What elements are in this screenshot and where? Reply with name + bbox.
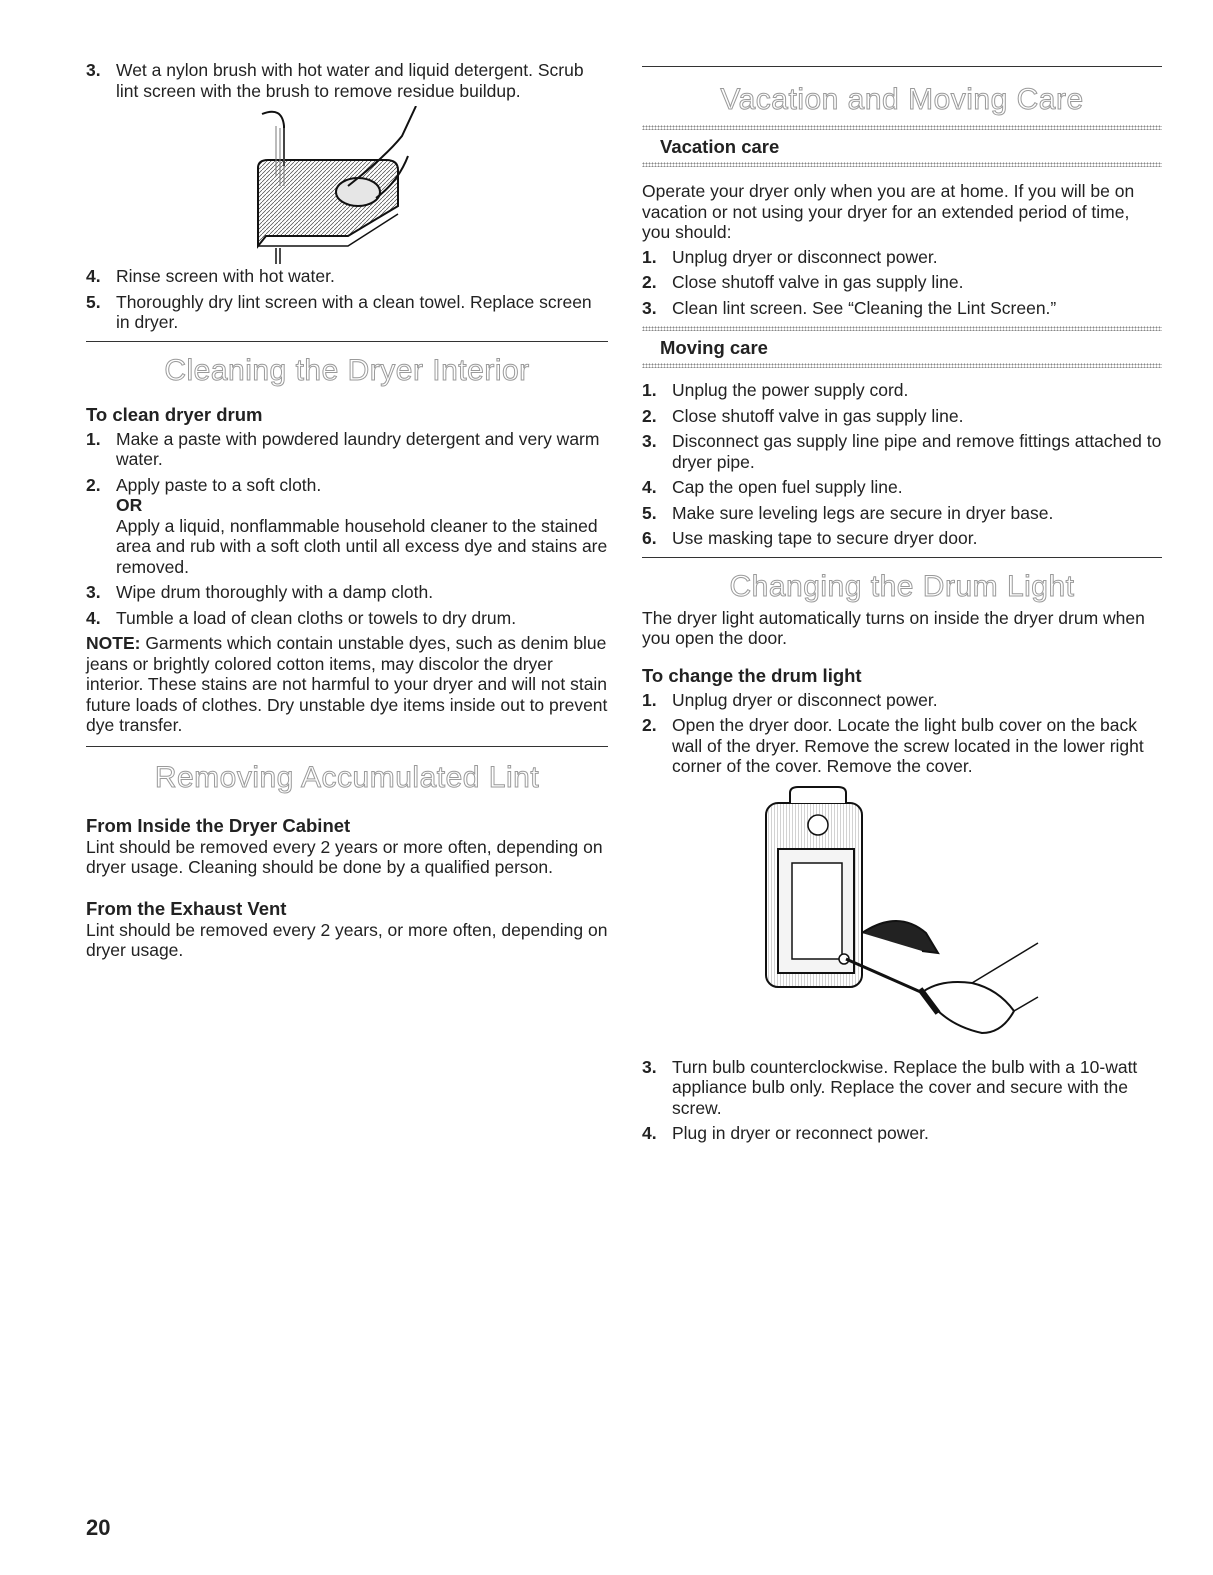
dotted-divider [642, 363, 1162, 368]
section-heading-lint: Removing Accumulated Lint [154, 760, 540, 794]
screwdriver-cover-illustration [642, 783, 1162, 1053]
list-item: 4. Tumble a load of clean cloths or towels to dry drum. [86, 607, 517, 628]
lint-screen-steps-top [86, 60, 608, 101]
section-heading-vacation-moving: Vacation and Moving Care [720, 83, 1084, 116]
subheading-inside-cabinet: From Inside the Dryer Cabinet [86, 814, 351, 836]
dotted-divider [642, 162, 1162, 167]
cabinet-paragraph: Lint should be removed every 2 years or more often, depending on dryer usage. Cleaning should be done by a qualified person. [86, 836, 603, 877]
light-cover-illustration [642, 783, 1162, 1053]
list-item: 2. Apply paste to a soft cloth. OR Apply a liquid, nonflammable household cleaner to the stained area and rub with a soft cloth until all excess dye and stains are removed. [86, 474, 608, 577]
list-item: 5. Make sure leveling legs are secure in dryer base. [642, 502, 1054, 523]
lint-screen-steps [86, 266, 608, 333]
list-item: 3. Wipe drum thoroughly with a damp cloth. [86, 582, 434, 602]
vacation-steps [642, 247, 1162, 319]
subheading-change-drum-light: To change the drum light [642, 664, 862, 686]
clean-drum-steps [86, 429, 608, 629]
section-divider [642, 66, 1162, 67]
drum-light-steps-a [642, 690, 1162, 777]
list-item: 6. Use masking tape to secure dryer door. [642, 528, 978, 548]
dotted-divider [642, 125, 1162, 130]
subheading-vacation: Vacation care [660, 136, 780, 157]
note-paragraph: NOTE: Garments which contain unstable dyes, such as denim blue jeans or brightly colored cotton items, may discolor the dryer interior. These stains are not harmful to your dryer and will not stain future loads of clothes. Dry unstable dye items inside out to prevent dye transfer. [86, 633, 608, 735]
or-label: OR [116, 495, 143, 515]
list-item: 1. Unplug dryer or disconnect power. [642, 246, 938, 267]
subheading-exhaust-vent: From the Exhaust Vent [86, 897, 287, 919]
exhaust-paragraph: Lint should be removed every 2 years, or more often, depending on dryer usage. [86, 919, 608, 960]
drum-light-steps-b [642, 1057, 1162, 1144]
subheading-moving: Moving care [660, 337, 768, 358]
list-item: 1. Make a paste with powdered laundry detergent and very warm water. [86, 428, 600, 469]
list-item: 1. Unplug the power supply cord. [642, 380, 909, 400]
section-heading-interior: Cleaning the Dryer Interior [164, 353, 530, 387]
list-item: 3. Turn bulb counterclockwise. Replace the bulb with a 10-watt appliance bulb only. Replace the cover and secure with the screw. [642, 1056, 1138, 1118]
left-column [86, 60, 608, 961]
list-item: 3. Disconnect gas supply line pipe and remove fittings attached to dryer pipe. [642, 431, 1162, 472]
subheading-clean-drum: To clean dryer drum [86, 403, 263, 425]
list-item: 2. Close shutoff valve in gas supply line. [642, 272, 964, 292]
list-item: 2. Open the dryer door. Locate the light bulb cover on the back wall of the dryer. Remove the screw located in the lower right corner of the cover. Remove the cover. [642, 715, 1144, 776]
list-item: 5. Thoroughly dry lint screen with a clean towel. Replace screen in dryer. [86, 291, 592, 332]
right-column [642, 66, 1162, 1149]
list-item: 4. Plug in dryer or reconnect power. [642, 1123, 929, 1143]
section-divider [642, 557, 1162, 558]
dotted-divider [642, 326, 1162, 331]
list-item: 3. Wet a nylon brush with hot water and liquid detergent. Scrub lint screen with the brush to remove residue buildup. [86, 60, 584, 101]
section-heading-drum-light: Changing the Drum Light [729, 569, 1075, 603]
list-item: 3. Clean lint screen. See “Cleaning the Lint Screen.” [642, 297, 1057, 318]
list-item: 4. Cap the open fuel supply line. [642, 477, 903, 497]
brush-scrub-illustration [86, 106, 608, 266]
section-divider [86, 341, 608, 342]
list-item: 1. Unplug dryer or disconnect power. [642, 689, 938, 710]
list-item: 4. Rinse screen with hot water. [86, 266, 335, 286]
list-item: 2. Close shutoff valve in gas supply line. [642, 405, 964, 426]
page-number: 20 [86, 1515, 111, 1540]
lint-screen-illustration [86, 106, 608, 266]
drum-light-intro: The dryer light automatically turns on inside the dryer drum when you open the door. [642, 607, 1145, 648]
section-divider [86, 746, 608, 747]
vacation-intro: Operate your dryer only when you are at home. If you will be on vacation or not using your dryer for an extended period of time, you should: [642, 181, 1135, 242]
moving-steps [642, 380, 1162, 549]
